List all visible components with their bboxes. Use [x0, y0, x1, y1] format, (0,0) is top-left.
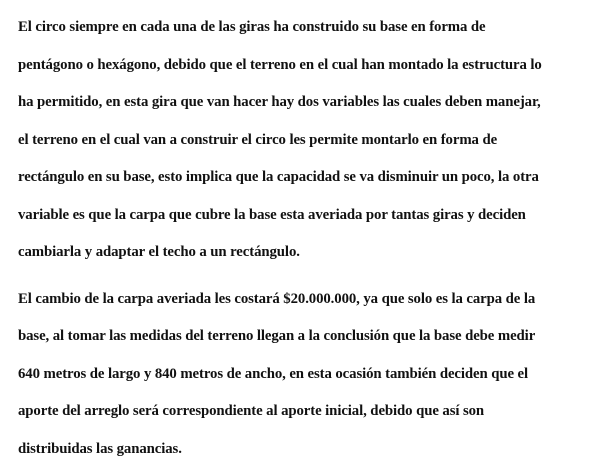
paragraph-line: distribuidas las ganancias.	[18, 431, 603, 468]
paragraph-line: aporte del arreglo será correspondiente al aporte inicial, debido que así son	[18, 393, 603, 431]
paragraph-1	[18, 9, 603, 272]
paragraph-line: variable es que la carpa que cubre la base esta averiada por tantas giras y deciden	[18, 197, 603, 235]
paragraph-line: base, al tomar las medidas del terreno llegan a la conclusión que la base debe medir	[18, 318, 603, 356]
paragraph-line: rectángulo en su base, esto implica que la capacidad se va disminuir un poco, la otra	[18, 159, 603, 197]
paragraph-line: El circo siempre en cada una de las giras ha construido su base en forma de	[18, 9, 603, 47]
paragraph-line: 640 metros de largo y 840 metros de ancho, en esta ocasión también deciden que el	[18, 356, 603, 394]
paragraph-line: pentágono o hexágono, debido que el terreno en el cual han montado la estructura lo	[18, 47, 603, 85]
paragraph-2	[18, 281, 603, 468]
paragraph-line: ha permitido, en esta gira que van hacer hay dos variables las cuales deben manejar,	[18, 84, 603, 122]
paragraph-line: El cambio de la carpa averiada les costará $20.000.000, ya que solo es la carpa de la	[18, 281, 603, 319]
paragraph-line: cambiarla y adaptar el techo a un rectángulo.	[18, 234, 603, 272]
paragraph-line: el terreno en el cual van a construir el circo les permite montarlo en forma de	[18, 122, 603, 160]
